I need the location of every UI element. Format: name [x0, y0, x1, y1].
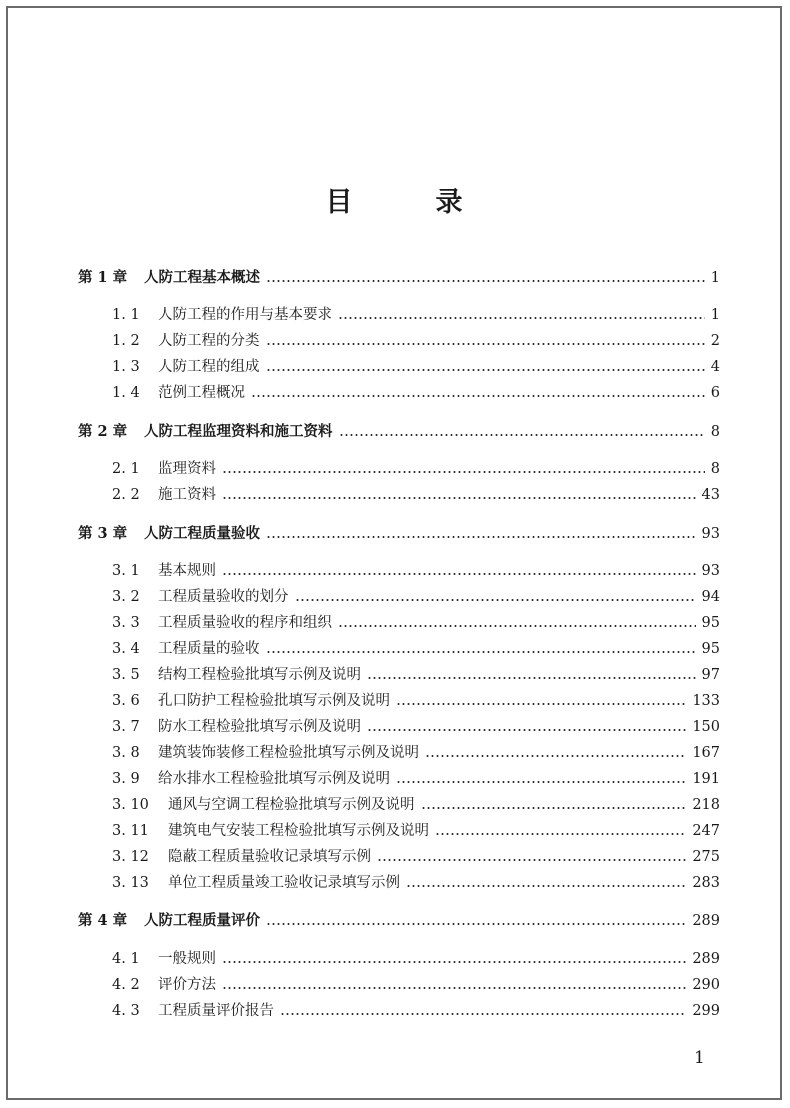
toc-title: 单位工程质量竣工验收记录填写示例 — [168, 875, 400, 891]
dot-leader — [338, 316, 705, 320]
dot-leader — [222, 960, 686, 964]
toc-number: 1. 2 — [112, 333, 140, 349]
dot-leader — [266, 368, 705, 372]
toc-page-number: 2 — [710, 333, 720, 349]
toc-number: 3. 12 — [112, 849, 149, 865]
toc-page-number: 1 — [710, 270, 720, 286]
toc-number: 3. 5 — [112, 667, 140, 683]
document-page — [6, 6, 782, 1100]
toc-page-number: 43 — [701, 487, 720, 503]
toc-section-2-1[interactable] — [78, 459, 720, 479]
toc-chapter-1[interactable] — [78, 268, 720, 288]
toc-title: 结构工程检验批填写示例及说明 — [158, 667, 361, 683]
toc-section-3-9[interactable] — [78, 769, 720, 789]
toc-page-number: 290 — [692, 977, 720, 993]
toc-page-number: 93 — [701, 526, 720, 542]
toc-title: 防水工程检验批填写示例及说明 — [158, 719, 361, 735]
toc-number: 第 4 章 — [78, 912, 128, 929]
page-folio-number: 1 — [694, 1048, 705, 1068]
dot-leader — [406, 884, 686, 888]
toc-section-1-1[interactable] — [78, 305, 720, 325]
toc-title: 范例工程概况 — [158, 385, 245, 401]
toc-page-number: 95 — [701, 641, 720, 657]
toc-number: 3. 11 — [112, 823, 149, 839]
toc-section-4-1[interactable] — [78, 949, 720, 969]
toc-section-3-5[interactable] — [78, 665, 720, 685]
toc-section-3-1[interactable] — [78, 561, 720, 581]
dot-leader — [266, 342, 705, 346]
toc-title: 施工资料 — [158, 487, 216, 503]
toc-page-number: 150 — [692, 719, 720, 735]
toc-title: 人防工程基本概述 — [144, 269, 260, 286]
toc-title: 工程质量验收的划分 — [158, 589, 289, 605]
dot-leader — [222, 572, 696, 576]
dot-leader — [396, 702, 686, 706]
toc-section-4-2[interactable] — [78, 975, 720, 995]
toc-title: 孔口防护工程检验批填写示例及说明 — [158, 693, 390, 709]
toc-number: 第 3 章 — [78, 525, 128, 542]
toc-section-3-8[interactable] — [78, 743, 720, 763]
toc-number: 2. 2 — [112, 487, 140, 503]
toc-section-1-4[interactable] — [78, 383, 720, 403]
toc-title: 建筑电气安装工程检验批填写示例及说明 — [168, 823, 429, 839]
toc-number: 1. 3 — [112, 359, 140, 375]
dot-leader — [266, 650, 696, 654]
toc-number: 3. 8 — [112, 745, 140, 761]
toc-section-3-3[interactable] — [78, 613, 720, 633]
toc-title: 人防工程监理资料和施工资料 — [144, 423, 333, 440]
toc-number: 3. 9 — [112, 771, 140, 787]
toc-title: 建筑装饰装修工程检验批填写示例及说明 — [158, 745, 419, 761]
toc-page-number: 191 — [692, 771, 720, 787]
toc-section-3-6[interactable] — [78, 691, 720, 711]
toc-number: 第 2 章 — [78, 423, 128, 440]
toc-title: 通风与空调工程检验批填写示例及说明 — [168, 797, 415, 813]
toc-title: 工程质量验收的程序和组织 — [158, 615, 332, 631]
toc-title: 隐蔽工程质量验收记录填写示例 — [168, 849, 371, 865]
toc-section-3-4[interactable] — [78, 639, 720, 659]
toc-number: 1. 4 — [112, 385, 140, 401]
dot-leader — [425, 754, 686, 758]
toc-page-number: 218 — [692, 797, 720, 813]
toc-section-3-13[interactable] — [78, 873, 720, 893]
toc-page-number: 95 — [701, 615, 720, 631]
toc-title: 工程质量评价报告 — [158, 1003, 274, 1019]
dot-leader — [280, 1012, 686, 1016]
dot-leader — [266, 279, 705, 283]
toc-title: 评价方法 — [158, 977, 216, 993]
toc-page-number: 93 — [701, 563, 720, 579]
toc-section-1-2[interactable] — [78, 331, 720, 351]
toc-chapter-3[interactable] — [78, 524, 720, 544]
dot-leader — [396, 780, 686, 784]
dot-leader — [266, 535, 696, 539]
toc-number: 2. 1 — [112, 461, 140, 477]
toc-section-3-7[interactable] — [78, 717, 720, 737]
toc-page-number: 247 — [692, 823, 720, 839]
toc-number: 1. 1 — [112, 307, 140, 323]
page-title: 目 录 — [325, 187, 491, 218]
toc-page-number: 1 — [710, 307, 720, 323]
dot-leader — [367, 676, 696, 680]
toc-title: 监理资料 — [158, 461, 216, 477]
toc-number: 4. 3 — [112, 1003, 140, 1019]
toc-page-number: 94 — [701, 589, 720, 605]
dot-leader — [421, 806, 687, 810]
dot-leader — [266, 922, 686, 926]
toc-title: 基本规则 — [158, 563, 216, 579]
toc-page-number: 299 — [692, 1003, 720, 1019]
toc-page-number: 8 — [710, 461, 720, 477]
toc-title: 给水排水工程检验批填写示例及说明 — [158, 771, 390, 787]
toc-number: 3. 6 — [112, 693, 140, 709]
toc-number: 4. 2 — [112, 977, 140, 993]
toc-page-number: 8 — [710, 424, 720, 440]
toc-section-4-3[interactable] — [78, 1001, 720, 1021]
toc-number: 3. 3 — [112, 615, 140, 631]
toc-chapter-2[interactable] — [78, 422, 720, 442]
toc-chapter-4[interactable] — [78, 911, 720, 931]
toc-page-number: 289 — [692, 951, 720, 967]
toc-number: 3. 13 — [112, 875, 149, 891]
toc-page-number: 133 — [692, 693, 720, 709]
toc-section-3-10[interactable] — [78, 795, 720, 815]
toc-page-number: 289 — [692, 913, 720, 929]
dot-leader — [339, 433, 705, 437]
toc-title: 人防工程的分类 — [158, 333, 260, 349]
dot-leader — [222, 986, 686, 990]
dot-leader — [367, 728, 686, 732]
dot-leader — [435, 832, 686, 836]
toc-page-number: 283 — [692, 875, 720, 891]
toc-number: 3. 2 — [112, 589, 140, 605]
dot-leader — [251, 394, 705, 398]
toc-page-number: 4 — [710, 359, 720, 375]
dot-leader — [222, 496, 696, 500]
toc-number: 3. 4 — [112, 641, 140, 657]
toc-number: 4. 1 — [112, 951, 140, 967]
toc-page-number: 275 — [692, 849, 720, 865]
toc-section-1-3[interactable] — [78, 357, 720, 377]
dot-leader — [338, 624, 696, 628]
toc-title: 人防工程的作用与基本要求 — [158, 307, 332, 323]
toc-title: 人防工程的组成 — [158, 359, 260, 375]
toc-page-number: 6 — [710, 385, 720, 401]
toc-section-3-11[interactable] — [78, 821, 720, 841]
toc-section-3-2[interactable] — [78, 587, 720, 607]
toc-number: 3. 1 — [112, 563, 140, 579]
toc-page-number: 97 — [701, 667, 720, 683]
toc-section-2-2[interactable] — [78, 485, 720, 505]
dot-leader — [222, 470, 705, 474]
toc-title: 工程质量的验收 — [158, 641, 260, 657]
toc-title: 人防工程质量评价 — [144, 912, 260, 929]
toc-title: 一般规则 — [158, 951, 216, 967]
toc-number: 第 1 章 — [78, 269, 128, 286]
dot-leader — [377, 858, 686, 862]
toc-number: 3. 10 — [112, 797, 149, 813]
toc-title: 人防工程质量验收 — [144, 525, 260, 542]
toc-number: 3. 7 — [112, 719, 140, 735]
toc-section-3-12[interactable] — [78, 847, 720, 867]
dot-leader — [295, 598, 696, 602]
toc-page-number: 167 — [692, 745, 720, 761]
